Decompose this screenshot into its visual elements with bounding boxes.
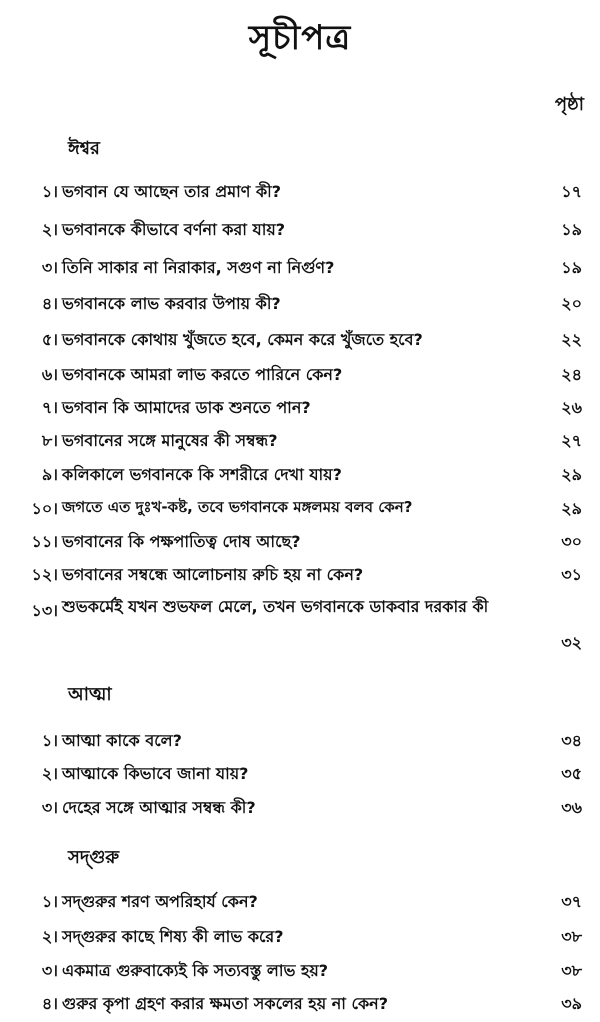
entry-page: ৩০ xyxy=(561,532,582,551)
entry-number: ৩। xyxy=(41,798,58,817)
entry-title: গুরুর কৃপা গ্রহণ করার ক্ষমতা সকলের হয় না কেন? xyxy=(62,994,388,1013)
entry-number: ১১। xyxy=(31,532,58,551)
toc-entry[interactable] xyxy=(0,285,600,319)
entry-number: ১৩। xyxy=(31,601,58,620)
entry-title: ভগবানকে কোথায় খুঁজতে হবে, কেমন করে খুঁজতে হবে? xyxy=(62,330,423,349)
entry-number: ৪। xyxy=(41,994,58,1013)
entry-page: ২০ xyxy=(561,294,582,313)
toc-entry[interactable] xyxy=(0,356,600,390)
entry-number: ১। xyxy=(41,182,58,201)
entry-title: ভগবানের সম্বন্ধে আলোচনায় রুচি হয় না কেন? xyxy=(62,565,364,584)
entry-page: ৩৬ xyxy=(561,798,582,817)
entry-number: ৩। xyxy=(41,258,58,277)
entry-page: ২৬ xyxy=(561,398,582,417)
toc-entry[interactable] xyxy=(0,952,600,986)
entry-page: ৩৮ xyxy=(561,927,582,946)
entry-title: ভগবান যে আছেন তার প্রমাণ কী? xyxy=(62,182,282,201)
toc-entry[interactable] xyxy=(0,249,600,283)
entry-title: ভগবানের কি পক্ষপাতিত্ব দোষ আছে? xyxy=(62,532,301,551)
entry-page: ১৯ xyxy=(561,258,582,277)
entry-page: ৩১ xyxy=(561,565,582,584)
entry-page: ৩৯ xyxy=(561,994,582,1013)
entry-number: ৩। xyxy=(41,961,58,980)
entry-number: ১। xyxy=(41,892,58,911)
entry-page: ২২ xyxy=(561,330,582,349)
entry-number: ৫। xyxy=(41,330,58,349)
toc-entry[interactable] xyxy=(0,722,600,756)
toc-entry[interactable] xyxy=(0,490,600,524)
entry-page: ৩৫ xyxy=(561,764,582,783)
entry-title: ভগবানকে লাভ করবার উপায় কী? xyxy=(62,294,281,313)
toc-entry[interactable] xyxy=(0,422,600,456)
page-column-label: পৃষ্ঠা xyxy=(554,94,584,115)
toc-entry[interactable] xyxy=(0,789,600,823)
entry-page: ২৯ xyxy=(561,499,582,518)
entry-number: ২। xyxy=(41,220,58,239)
toc-entry[interactable] xyxy=(0,592,600,658)
entry-title: শুভকর্মেই যখন শুভফল মেলে, তখন ভগবানকে ডাকবার দরকার কী xyxy=(62,597,489,616)
toc-entry[interactable] xyxy=(0,985,600,1019)
toc-entry[interactable] xyxy=(0,456,600,490)
toc-entry[interactable] xyxy=(0,211,600,245)
section-heading-sadguru: সদ্‌গুরু xyxy=(68,847,120,868)
toc-entry[interactable] xyxy=(0,173,600,207)
section-heading-atma: আত্মা xyxy=(68,684,112,705)
entry-page: ১৯ xyxy=(561,220,582,239)
entry-number: ১২। xyxy=(31,565,58,584)
entry-page: ৩৭ xyxy=(561,892,582,911)
toc-entry[interactable] xyxy=(0,918,600,952)
entry-title: জগতে এত দুঃখ-কষ্ট, তবে ভগবানকে মঙ্গলময় বলব কেন? xyxy=(62,498,413,516)
toc-entry[interactable] xyxy=(0,556,600,590)
entry-number: ২। xyxy=(41,764,58,783)
entry-title: সদ্‌গুরুর কাছে শিষ্য কী লাভ করে? xyxy=(62,927,284,946)
toc-entry[interactable] xyxy=(0,883,600,917)
entry-title: তিনি সাকার না নিরাকার, সগুণ না নির্গুণ? xyxy=(62,258,335,277)
entry-page: ১৭ xyxy=(561,182,582,201)
entry-page: ২৪ xyxy=(561,365,582,384)
entry-number: ৬। xyxy=(41,365,58,384)
entry-title: আত্মা কাকে বলে? xyxy=(62,731,182,750)
toc-entry[interactable] xyxy=(0,389,600,423)
entry-title: একমাত্র গুরুবাক্যেই কি সত্যবস্তু লাভ হয়? xyxy=(62,961,329,980)
entry-title: ভগবানকে আমরা লাভ করতে পারিনে কেন? xyxy=(62,365,343,384)
entry-title: ভগবানকে কীভাবে বর্ণনা করা যায়? xyxy=(62,220,286,239)
entry-number: ২। xyxy=(41,927,58,946)
section-heading-ishwar: ঈশ্বর xyxy=(68,138,100,159)
entry-title: ভগবান কি আমাদের ডাক শুনতে পান? xyxy=(62,398,311,417)
entry-number: ৮। xyxy=(41,431,58,450)
entry-page: ৩২ xyxy=(561,633,582,652)
entry-page: ৩৮ xyxy=(561,961,582,980)
toc-entry[interactable] xyxy=(0,321,600,355)
entry-title: ভগবানের সঙ্গে মানুষের কী সম্বন্ধ? xyxy=(62,431,278,450)
toc-entry[interactable] xyxy=(0,523,600,557)
entry-page: ২৯ xyxy=(561,465,582,484)
entry-title: সদ্‌গুরুর শরণ অপরিহার্য কেন? xyxy=(62,892,258,911)
entry-title: দেহের সঙ্গে আত্মার সম্বন্ধ কী? xyxy=(62,798,256,817)
entry-page: ৩৪ xyxy=(561,731,582,750)
entry-number: ১। xyxy=(41,731,58,750)
entry-number: ১০। xyxy=(31,499,58,518)
entry-title: আত্মাকে কিভাবে জানা যায়? xyxy=(62,764,249,783)
toc-entry[interactable] xyxy=(0,755,600,789)
entry-title: কলিকালে ভগবানকে কি সশরীরে দেখা যায়? xyxy=(62,465,342,484)
entry-page: ২৭ xyxy=(561,431,582,450)
entry-number: ৯। xyxy=(41,465,58,484)
entry-number: ৪। xyxy=(41,294,58,313)
entry-number: ৭। xyxy=(41,398,58,417)
page-title: সূচীপত্র xyxy=(248,18,352,58)
